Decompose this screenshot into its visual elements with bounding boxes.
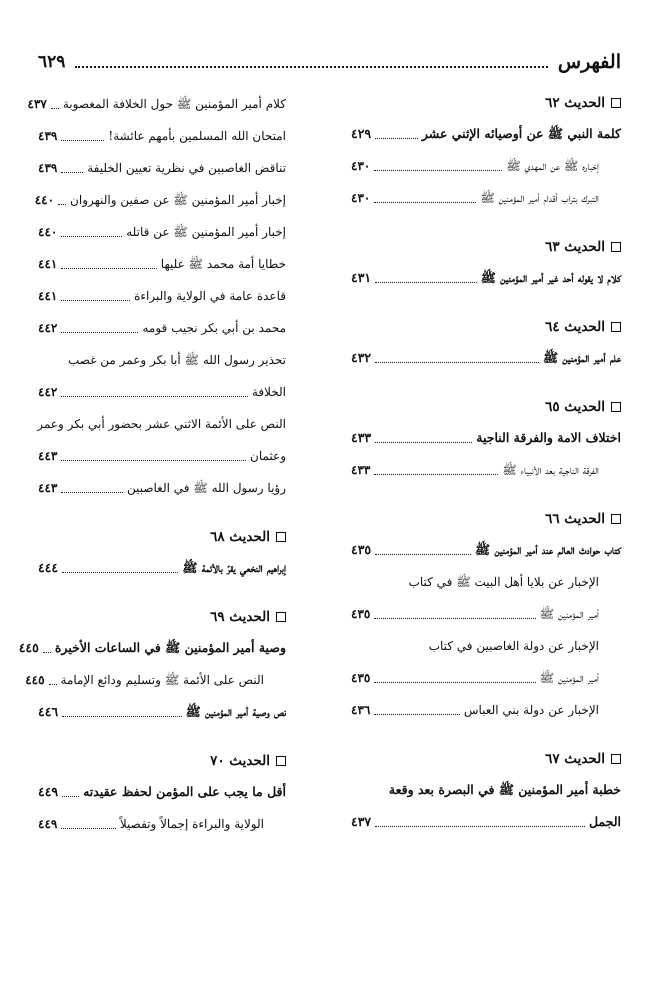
leader-dots — [61, 172, 83, 173]
leader-dots — [49, 684, 57, 685]
index-entry — [351, 698, 621, 722]
hadith-heading-label: الحديث ٧٠ — [210, 753, 270, 769]
entry-page-number: ٤٣٥ — [351, 671, 371, 685]
entry-page-number: ٤٤١ — [38, 257, 58, 271]
hadith-heading-label: الحديث ٦٩ — [210, 609, 270, 625]
index-entry — [38, 412, 286, 436]
entry-title: الجمل — [588, 814, 621, 829]
hadith-heading — [38, 606, 286, 628]
entry-page-number: ٤٤٥ — [25, 673, 45, 687]
leader-dots — [375, 554, 471, 555]
index-entry — [34, 188, 286, 212]
leader-dots — [374, 170, 502, 171]
entry-page-number: ٤٣٩ — [38, 161, 58, 175]
index-entry — [351, 538, 621, 562]
entry-page-number: ٤٤٠ — [38, 225, 58, 239]
checkbox-square-icon — [611, 402, 621, 412]
hadith-heading — [38, 526, 286, 548]
checkbox-square-icon — [611, 242, 621, 252]
index-entry — [38, 444, 286, 468]
leader-dots — [375, 282, 477, 283]
entry-title: إخباره ﷺ عن المهدي ﷺ — [506, 159, 599, 173]
checkbox-square-icon — [611, 754, 621, 764]
leader-dots — [61, 332, 138, 333]
entry-title: كلام أمير المؤمنين ﷺ حول الخلافة المغصوبة — [62, 97, 286, 111]
entry-title: أمير المؤمنين ﷺ — [539, 607, 599, 621]
index-entry — [351, 810, 621, 834]
checkbox-square-icon — [611, 514, 621, 524]
header-title: الفهرس — [557, 51, 621, 73]
entry-title: كلمة النبي ﷺ عن أوصيائه الإثني عشر — [421, 126, 621, 141]
entry-page-number: ٤٣٠ — [351, 159, 371, 173]
index-entry — [351, 426, 621, 450]
entry-page-number: ٤٤٢ — [38, 321, 58, 335]
leader-dots — [61, 268, 156, 269]
leader-dots — [62, 572, 178, 573]
leader-dots — [62, 796, 79, 797]
index-entry — [38, 124, 286, 148]
entry-page-number: ٤٣٧ — [27, 97, 47, 111]
index-entry — [38, 812, 286, 836]
entry-page-number: ٤٣٩ — [38, 129, 58, 143]
entry-title: وعثمان — [250, 449, 286, 463]
entry-page-number: ٤٣٠ — [351, 191, 371, 205]
hadith-heading-label: الحديث ٦٣ — [545, 239, 605, 255]
entry-page-number: ٤٣١ — [351, 270, 372, 285]
index-entry — [38, 700, 286, 724]
entry-page-number: ٤٤٢ — [38, 385, 58, 399]
leader-dots — [374, 682, 535, 683]
entry-title: إبراهيم النخعي يقرّ بالأئمة ﷺ — [182, 560, 286, 575]
index-entry — [38, 284, 286, 308]
entry-title: امتحان الله المسلمين بأمهم عائشة! — [108, 129, 286, 143]
entry-page-number: ٤٤٥ — [18, 640, 39, 655]
leader-dots — [375, 362, 539, 363]
entry-title: قاعدة عامة في الولاية والبراءة — [134, 289, 286, 303]
leader-dots — [374, 474, 498, 475]
index-entry — [38, 476, 286, 500]
entry-title: الإخبار عن بلايا أهل البيت ﷺ في كتاب — [408, 575, 599, 589]
hadith-heading-label: الحديث ٦٤ — [545, 319, 605, 335]
entry-title: رؤيا رسول الله ﷺ في الغاصبين — [126, 481, 286, 495]
hadith-heading-label: الحديث ٦٢ — [545, 95, 605, 111]
entry-title: علم أمير المؤمنين ﷺ — [542, 350, 621, 365]
entry-title: كلام لا يقوله أحد غير أمير المؤمنين ﷺ — [480, 270, 621, 285]
entry-page-number: ٤٣٣ — [351, 463, 371, 477]
index-entry — [351, 570, 621, 594]
checkbox-square-icon — [276, 532, 286, 542]
index-entry — [38, 252, 286, 276]
index-entry — [351, 186, 621, 210]
index-entry — [351, 266, 621, 290]
index-entry — [351, 122, 621, 146]
leader-dots — [374, 202, 476, 203]
index-entry — [351, 154, 621, 178]
checkbox-square-icon — [611, 98, 621, 108]
entry-title: إخبار أمير المؤمنين ﷺ عن صفين والنهروان — [70, 193, 286, 207]
entry-title: خطايا أمة محمد ﷺ عليها — [160, 257, 286, 271]
entry-page-number: ٤٤٩ — [38, 817, 58, 831]
hadith-heading-label: الحديث ٦٥ — [545, 399, 605, 415]
entry-title: النص على الأئمة ﷺ وتسليم ودائع الإمامة — [60, 673, 264, 687]
entry-title: الفرقة الناجية بعد الأنبياء ﷺ — [502, 463, 599, 477]
hadith-heading — [351, 748, 621, 770]
hadith-heading — [351, 396, 621, 418]
hadith-heading — [351, 236, 621, 258]
entry-title: خطبة أمير المؤمنين ﷺ في البصرة بعد وقعة — [388, 782, 621, 797]
entry-title: وصية أمير المؤمنين ﷺ في الساعات الأخيرة — [54, 640, 286, 655]
index-entry — [351, 778, 621, 802]
index-entry — [351, 602, 621, 626]
entry-title: كتاب حوادث العالم عند أمير المؤمنين ﷺ — [475, 542, 621, 557]
index-entry — [18, 636, 286, 660]
entry-page-number: ٤٣٢ — [351, 350, 372, 365]
index-entry — [351, 634, 621, 658]
header-leader-dots — [75, 56, 547, 68]
hadith-heading — [351, 316, 621, 338]
leader-dots — [61, 140, 104, 141]
entry-page-number: ٤٤٩ — [38, 784, 59, 799]
checkbox-square-icon — [276, 756, 286, 766]
checkbox-square-icon — [611, 322, 621, 332]
leader-dots — [61, 300, 130, 301]
entry-title: الولاية والبراءة إجمالاً وتفصيلاً — [119, 817, 264, 831]
hadith-heading — [351, 508, 621, 530]
entry-title: أمير المؤمنين ﷺ — [539, 671, 599, 685]
index-entry — [38, 556, 286, 580]
leader-dots — [375, 138, 418, 139]
entry-page-number: ٤٢٩ — [351, 126, 372, 141]
hadith-heading-label: الحديث ٦٨ — [210, 529, 270, 545]
entry-page-number: ٤٣٥ — [351, 542, 372, 557]
entry-title: تحذير رسول الله ﷺ أبا بكر وعمر من غصب — [68, 353, 286, 367]
entry-page-number: ٤٤٦ — [38, 704, 59, 719]
entry-page-number: ٤٣٦ — [351, 703, 371, 717]
hadith-heading — [38, 750, 286, 772]
leader-dots — [374, 618, 535, 619]
leader-dots — [62, 716, 181, 717]
entry-title: أقل ما يجب على المؤمن لحفظ عقيدته — [83, 784, 286, 799]
entry-page-number: ٤٤٣ — [38, 481, 58, 495]
leader-dots — [51, 108, 59, 109]
hadith-heading-label: الحديث ٦٦ — [545, 511, 605, 527]
entry-page-number: ٤٣٧ — [351, 814, 372, 829]
index-entry — [351, 666, 621, 690]
leader-dots — [375, 826, 585, 827]
index-entry — [38, 348, 286, 372]
index-entry — [38, 780, 286, 804]
index-entry — [38, 156, 286, 180]
index-column-left — [18, 92, 286, 844]
index-entry — [27, 92, 286, 116]
index-entry — [351, 346, 621, 370]
entry-page-number: ٤٣٥ — [351, 607, 371, 621]
entry-page-number: ٤٤١ — [38, 289, 58, 303]
page-number: ٦٢٩ — [38, 52, 66, 72]
entry-title: تناقض الغاصبين في نظرية تعيين الخليفة — [87, 161, 286, 175]
entry-page-number: ٤٤٠ — [34, 193, 55, 207]
hadith-heading — [351, 92, 621, 114]
entry-page-number: ٤٣٣ — [351, 430, 372, 445]
entry-title: نص وصية أمير المؤمنين ﷺ — [185, 704, 286, 719]
leader-dots — [374, 714, 460, 715]
hadith-heading-label: الحديث ٦٧ — [545, 751, 605, 767]
leader-dots — [61, 460, 246, 461]
entry-title: محمد بن أبي بكر نجيب قومه — [142, 321, 286, 335]
entry-title: التبرك بتراب أقدام أمير المؤمنين ﷺ — [480, 191, 599, 205]
leader-dots — [61, 492, 123, 493]
entry-title: اختلاف الامة والفرقة الناجية — [476, 430, 621, 445]
entry-page-number: ٤٤٣ — [38, 449, 58, 463]
index-column-right — [351, 92, 621, 842]
leader-dots — [61, 396, 248, 397]
leader-dots — [61, 828, 116, 829]
entry-title: الخلافة — [251, 385, 286, 399]
leader-dots — [58, 204, 66, 205]
leader-dots — [43, 652, 51, 653]
index-entry — [38, 220, 286, 244]
entry-title: الإخبار عن دولة بني العباس — [463, 703, 599, 717]
index-entry — [25, 668, 286, 692]
index-entry — [38, 380, 286, 404]
entry-title: الإخبار عن دولة الغاصبين في كتاب — [428, 639, 599, 653]
entry-title: النص على الأئمة الاثني عشر بحضور أبي بكر وعمر — [37, 417, 286, 431]
entry-title: إخبار أمير المؤمنين ﷺ عن قاتله — [126, 225, 286, 239]
leader-dots — [61, 236, 122, 237]
index-entry — [38, 316, 286, 340]
entry-page-number: ٤٤٤ — [38, 560, 59, 575]
checkbox-square-icon — [276, 612, 286, 622]
leader-dots — [375, 442, 472, 443]
running-header — [38, 50, 621, 74]
index-entry — [351, 458, 621, 482]
